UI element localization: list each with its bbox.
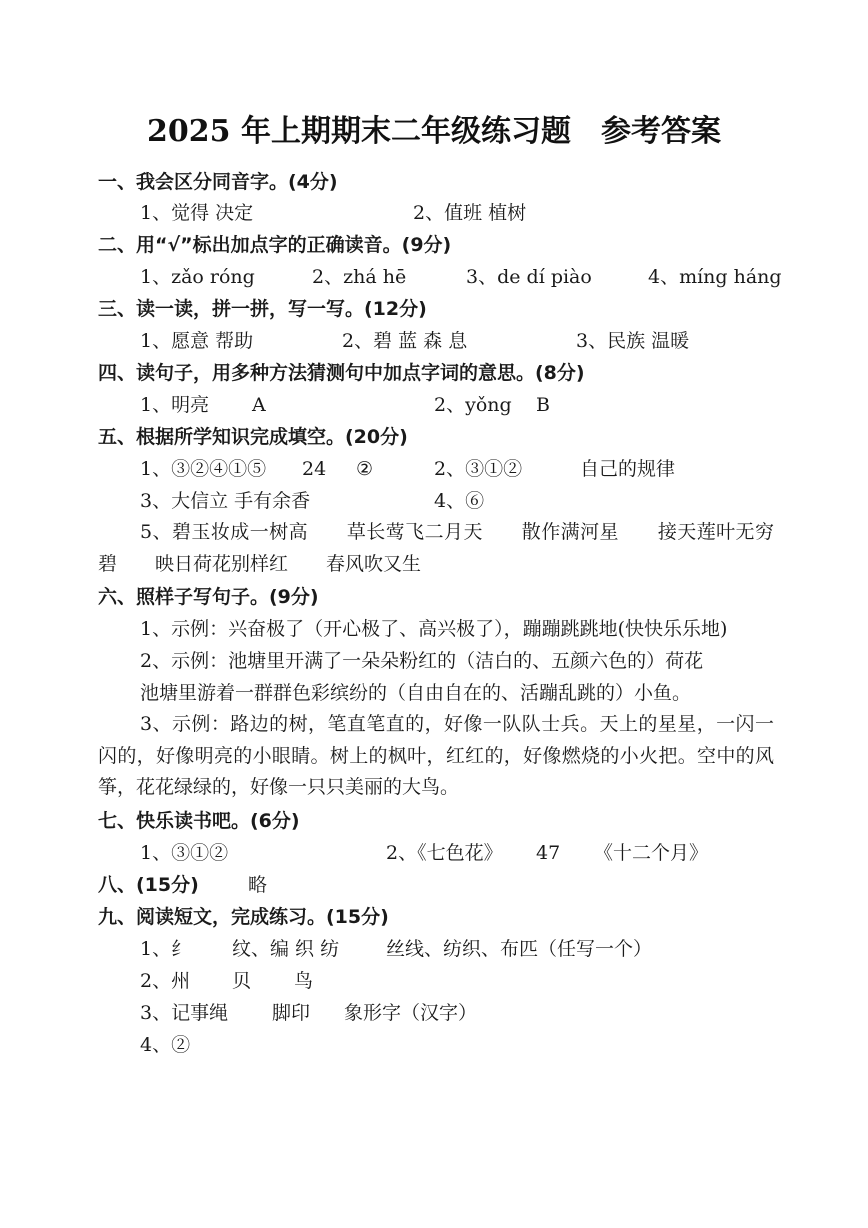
answer: 1、明亮 bbox=[140, 394, 210, 416]
section-5-poem-answers: 5、碧玉妆成一树高 草长莺飞二月天 散作满河星 接天莲叶无穷碧 映日荷花别样红 春风吹又生 bbox=[98, 521, 774, 575]
answer: 1、愿意 帮助 bbox=[140, 330, 254, 352]
answer: 2、zhá hē bbox=[312, 266, 407, 288]
answer: 3、民族 温暖 bbox=[576, 330, 690, 352]
answer: 47 bbox=[536, 842, 561, 864]
section-1-heading: 一、我会区分同音字。(4分) bbox=[98, 171, 338, 193]
answer: 象形字（汉字） bbox=[344, 1002, 478, 1024]
section-6-answer-1: 1、示例：兴奋极了（开心极了、高兴极了），蹦蹦跳跳地(快快乐乐地) bbox=[140, 618, 728, 640]
answer: ② bbox=[356, 458, 374, 480]
section-9-heading: 九、阅读短文，完成练习。(15分) bbox=[98, 906, 389, 928]
answer: 丝线、纺织、布匹（任写一个） bbox=[386, 938, 653, 960]
answer: 1、觉得 决定 bbox=[140, 202, 254, 224]
section-2-heading: 二、用“√”标出加点字的正确读音。(9分) bbox=[98, 234, 452, 256]
answer: 4、⑥ bbox=[434, 490, 485, 512]
answer: 脚印 bbox=[272, 1002, 311, 1024]
section-9-answer-4: 4、② bbox=[140, 1034, 191, 1056]
answer: 2、③①② bbox=[434, 458, 523, 480]
section-3-heading: 三、读一读，拼一拼，写一写。(12分) bbox=[98, 298, 427, 320]
answer: 3、记事绳 bbox=[140, 1002, 229, 1024]
answer: 1、③②④①⑤ bbox=[140, 458, 267, 480]
answer: 2、yǒng bbox=[434, 394, 512, 416]
answer: 3、大信立 手有余香 bbox=[140, 490, 311, 512]
answer: 2、《七色花》 bbox=[386, 842, 503, 864]
answer: B bbox=[536, 394, 550, 416]
section-7-heading: 七、快乐读书吧。(6分) bbox=[98, 810, 300, 832]
section-8-answer: 略 bbox=[248, 874, 268, 896]
section-6-answer-2b: 池塘里游着一群群色彩缤纷的（自由自在的、活蹦乱跳的）小鱼。 bbox=[140, 682, 692, 704]
answer: 1、zǎo róng bbox=[140, 266, 255, 288]
answer: A bbox=[252, 394, 266, 416]
section-5-heading: 五、根据所学知识完成填空。(20分) bbox=[98, 426, 408, 448]
section-6-heading: 六、照样子写句子。(9分) bbox=[98, 586, 319, 608]
answer: 《十二个月》 bbox=[594, 842, 709, 864]
answer: 纹、编 织 纺 bbox=[232, 938, 340, 960]
answer: 24 bbox=[302, 458, 327, 480]
section-6-answer-2: 2、示例：池塘里开满了一朵朵粉红的（洁白的、五颜六色的）荷花 bbox=[140, 650, 704, 672]
section-8-heading: 八、(15分) bbox=[98, 874, 199, 896]
page-title: 2025 年上期期末二年级练习题 参考答案 bbox=[147, 114, 721, 149]
answer: 1、③①② bbox=[140, 842, 229, 864]
section-6-answer-3: 3、示例：路边的树，笔直笔直的，好像一队队士兵。天上的星星，一闪一闪的，好像明亮的小眼睛。树上的枫叶，红红的，好像燃烧的小火把。空中的风筝，花花绿绿的，好像一只只美丽的大鸟。 bbox=[98, 713, 774, 799]
answer: 鸟 bbox=[294, 970, 314, 992]
answer: 2、值班 植树 bbox=[413, 202, 527, 224]
section-4-heading: 四、读句子，用多种方法猜测句中加点字词的意思。(8分) bbox=[98, 362, 585, 384]
answer: 贝 bbox=[232, 970, 252, 992]
answer: 1、纟 bbox=[140, 938, 191, 960]
answer: 2、州 bbox=[140, 970, 191, 992]
answer: 4、míng háng bbox=[648, 266, 782, 288]
answer: 自己的规律 bbox=[580, 458, 676, 480]
answer: 3、de dí piào bbox=[466, 266, 592, 288]
answer: 2、碧 蓝 森 息 bbox=[342, 330, 468, 352]
